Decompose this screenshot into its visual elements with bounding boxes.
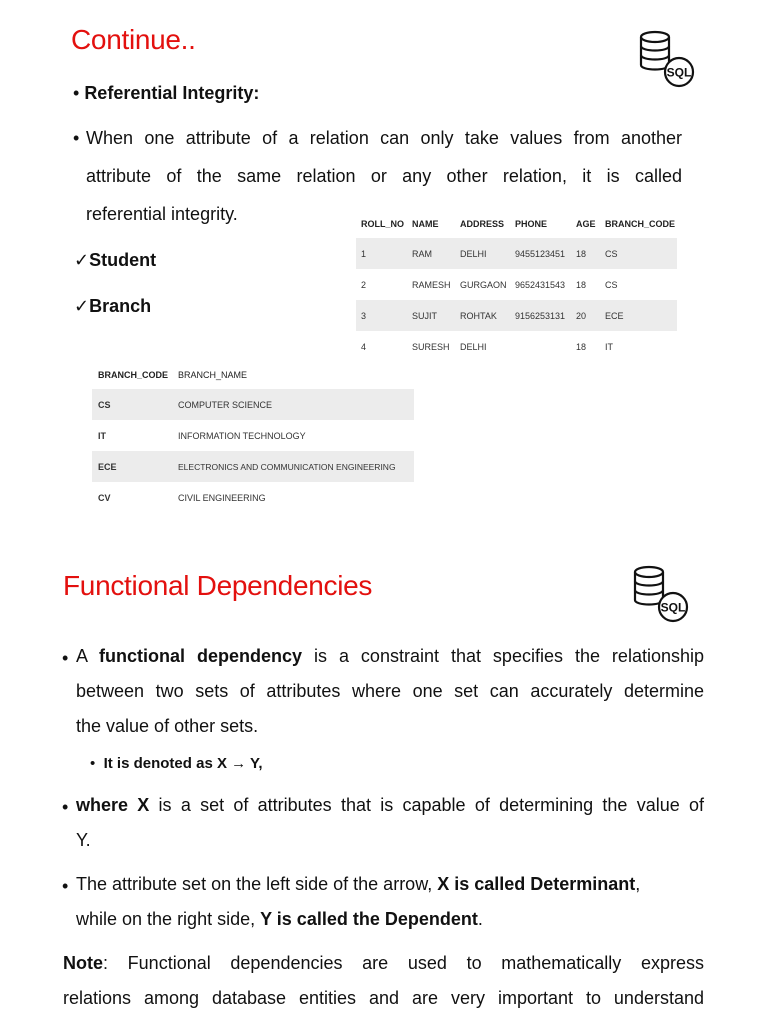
branch-table [92,360,414,513]
referential-line-3: referential integrity. [86,204,238,224]
sql-database-icon [630,565,692,623]
branch-table-header [92,360,414,389]
table-cell: 3 [361,300,412,331]
table-cell: 2 [361,279,367,290]
table-row [92,420,414,451]
table-cell: CIVIL ENGINEERING [178,492,266,503]
student-col-age: AGE [576,218,596,229]
table-cell: SUJIT [412,300,460,331]
dependent-bold: Y is called the Dependent [260,909,478,929]
table-cell: 9156253131 [515,300,576,331]
table-cell: ELECTRONICS AND COMMUNICATION ENGINEERING [178,451,414,482]
where-x-line-1 [76,788,704,823]
table-row [356,269,677,300]
table-cell: RAM [412,238,460,269]
branch-col-name: BRANCH_NAME [178,369,248,380]
student-table [356,209,677,362]
check-item-student-text: Student [89,250,157,270]
table-cell: IT [98,430,106,441]
determinant-line-1 [76,867,640,902]
table-cell [515,331,576,362]
determinant-text: , [635,874,641,894]
student-col-branch-code: BRANCH_CODE [605,218,676,229]
table-cell: 4 [361,341,367,352]
check-item-branch-text: Branch [89,296,152,316]
table-cell: 9455123451 [515,238,576,269]
sub-bullet-denoted [90,755,263,772]
student-col-name: NAME [412,218,439,229]
table-cell: ROHTAK [460,300,515,331]
table-row [92,482,414,513]
referential-line-1: When one attribute of a relation can only take values from another [86,128,682,148]
sql-icon-label: SQL [666,65,692,80]
section-title-continue: Continue.. [71,24,196,55]
student-col-address: ADDRESS [460,218,505,229]
table-cell: 18 [576,279,587,290]
fd-paragraph-line-3: the value of other sets. [76,716,259,736]
checkmark-icon: ✓ [74,250,90,270]
table-cell: INFORMATION TECHNOLOGY [178,430,306,441]
table-cell: CS [605,279,618,290]
determinant-text: The attribute set on the left side of the arrow, [76,874,438,894]
dependent-line-2 [76,902,483,937]
table-cell: 9652431543 [515,279,566,290]
table-row [356,238,677,269]
fd-bold-term: functional dependency [99,646,302,666]
table-cell: CS [605,238,677,269]
bullet-dot: • [90,755,104,772]
table-cell: 18 [576,341,587,352]
table-cell: IT [605,341,613,352]
bullet-referential-integrity-text: Referential Integrity: [84,83,260,103]
fd-text: A [76,646,99,666]
table-cell: 20 [576,300,605,331]
table-cell: CS [98,389,178,420]
bullet-dot-p1: • [62,648,69,668]
where-x-line-2: Y. [76,830,91,850]
sql-database-icon [636,30,698,88]
student-table-header [356,209,677,238]
note-line-2: relations among database entities and are very important to understand [63,988,704,1008]
dependent-text: . [477,909,483,929]
where-x-text: is a set of attributes that is capable of determining the value of [149,795,704,815]
note-line-1 [63,946,704,981]
bullet-dot-2: • [73,128,80,148]
table-cell: ECE [98,451,178,482]
sql-icon-label: SQL [660,600,686,615]
student-col-roll-no: ROLL_NO [361,218,405,229]
section-title-functional-dependencies: Functional Dependencies [63,570,373,601]
where-x-bold: where X [76,795,150,815]
fd-paragraph-line-1 [76,639,704,674]
table-cell: COMPUTER SCIENCE [178,389,414,420]
dependent-text: while on the right side, [76,909,261,929]
bullet-referential-integrity [73,82,259,104]
fd-text: is a constraint that specifies the relationship [302,646,704,666]
table-cell: RAMESH [412,279,451,290]
note-text: : Functional dependencies are used to mathematically express [103,953,704,973]
table-row [92,389,414,420]
table-cell: GURGAON [460,279,507,290]
determinant-bold: X is called Determinant [437,874,636,894]
table-cell: SURESH [412,341,450,352]
note-label: Note [63,953,103,973]
table-cell: ECE [605,300,677,331]
table-cell: 18 [576,238,605,269]
student-col-phone: PHONE [515,218,548,229]
table-row [356,300,677,331]
fd-paragraph-line-2: between two sets of attributes where one set can accurately determine [76,681,704,701]
bullet-dot-p3: • [62,876,69,896]
bullet-dot-p2: • [62,797,69,817]
table-cell: 1 [361,238,412,269]
bullet-dot: • [73,83,85,103]
table-cell: DELHI [460,238,515,269]
sub-bullet-text: It is denoted as X → Y, [103,755,263,772]
check-item-student [74,250,156,271]
table-cell: DELHI [460,341,487,352]
branch-col-code: BRANCH_CODE [98,369,169,380]
check-item-branch [74,296,151,317]
table-row [356,331,677,362]
table-cell: CV [98,492,111,503]
checkmark-icon: ✓ [74,296,90,316]
table-row [92,451,414,482]
referential-line-2: attribute of the same relation or any other relation, it is called [86,166,682,186]
